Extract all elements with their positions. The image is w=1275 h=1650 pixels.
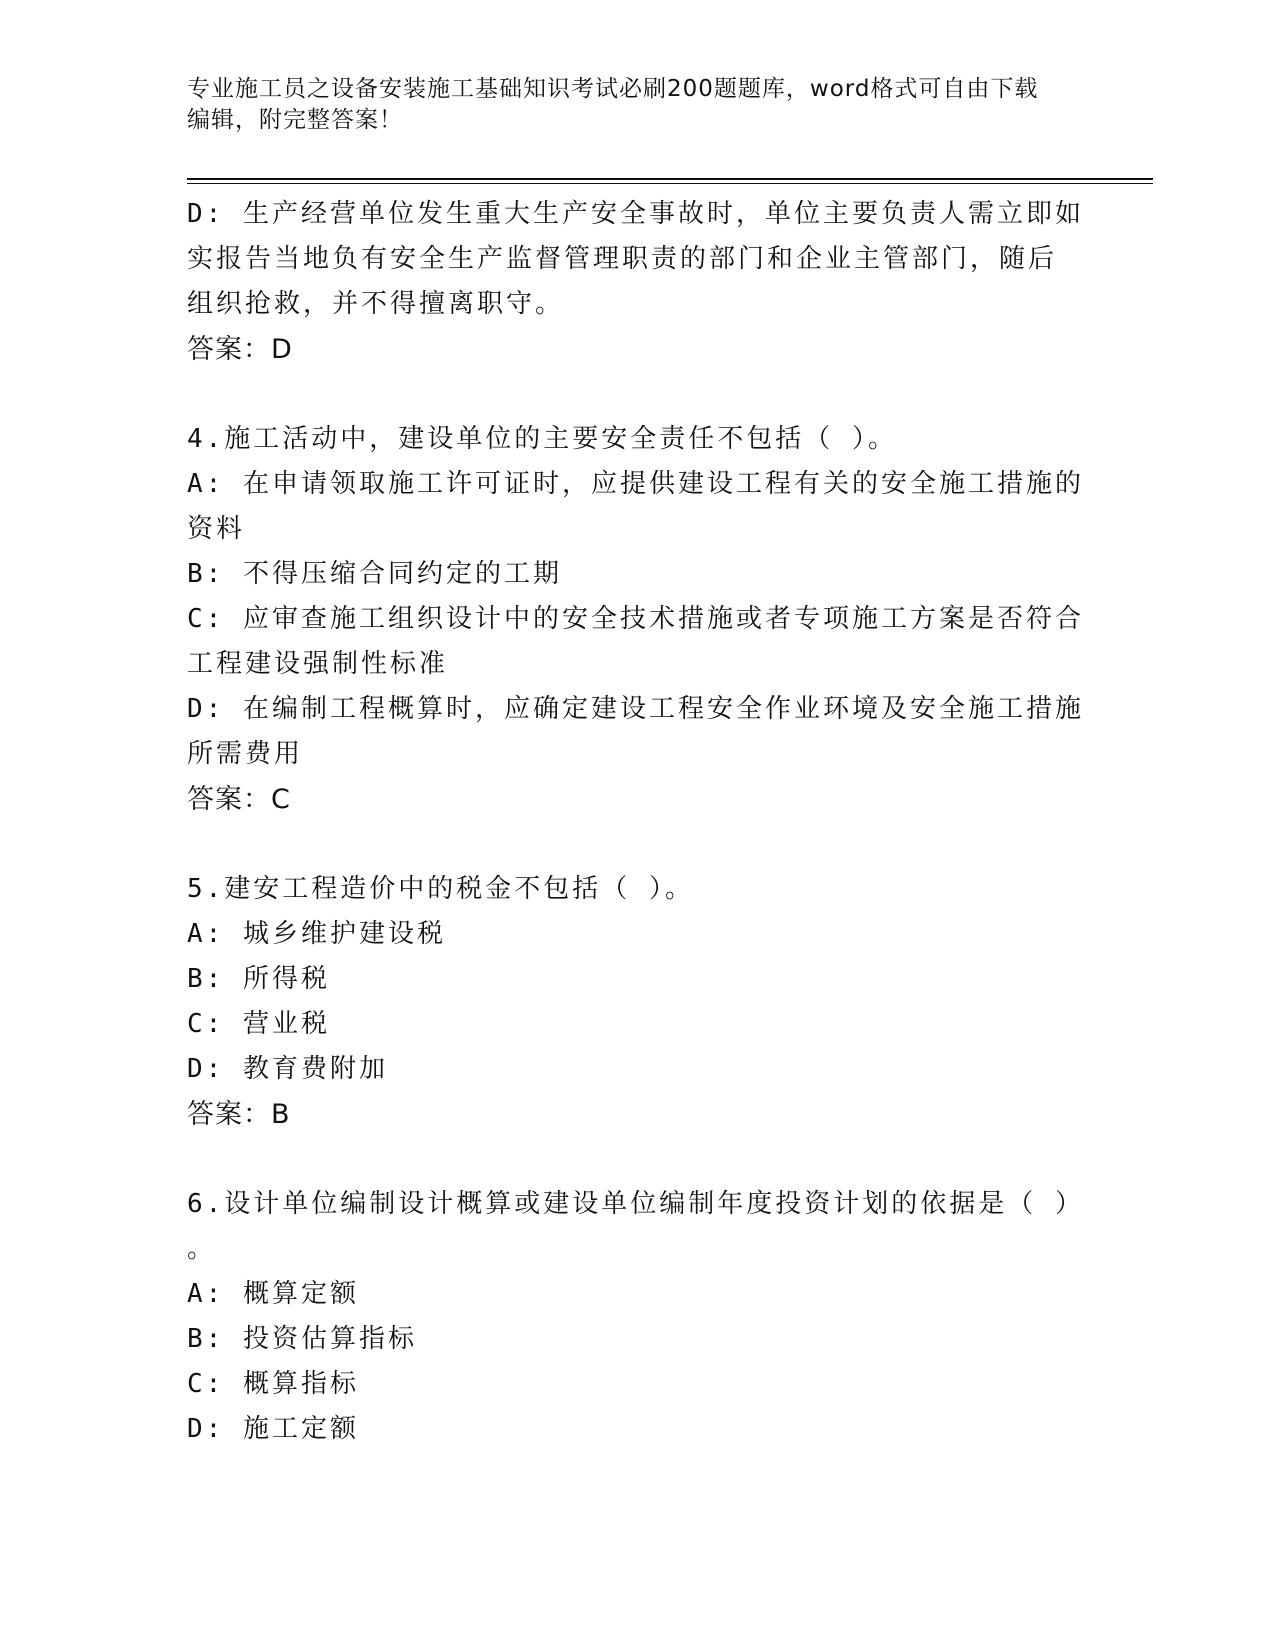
option-a: A: 城乡维护建设税: [187, 919, 446, 949]
question-stem: 5.建安工程造价中的税金不包括（ ）。: [187, 874, 694, 904]
spacer: [187, 372, 1087, 417]
option-c-line-1: C: 应审查施工组织设计中的安全技术措施或者专项施工方案是否符合: [187, 604, 1084, 634]
option-a-line-2: 资料: [187, 514, 246, 544]
option-c: C: 概算指标: [187, 1369, 359, 1399]
option-a-line-1: A: 在申请领取施工许可证时，应提供建设工程有关的安全施工措施的: [187, 469, 1084, 499]
header-line-2: 编辑，附完整答案！: [187, 107, 403, 133]
option-d: D: 施工定额: [187, 1414, 359, 1444]
option-d-line-2: 所需费用: [187, 739, 304, 769]
option-d-line-2: 实报告当地负有安全生产监督管理职责的部门和企业主管部门，随后: [187, 244, 1058, 274]
spacer: [187, 822, 1087, 867]
spacer: [187, 1137, 1087, 1182]
question-stem-line-2: 。: [187, 1234, 217, 1264]
option-d-line-1: D: 生产经营单位发生重大生产安全事故时，单位主要负责人需立即如: [187, 199, 1084, 229]
question-4: [187, 417, 1087, 822]
option-d: D: 教育费附加: [187, 1054, 388, 1084]
question-5: [187, 867, 1087, 1137]
option-a: A: 概算定额: [187, 1279, 359, 1309]
header-rule-thin: [187, 183, 1153, 184]
option-d-line-3: 组织抢救，并不得擅离职守。: [187, 289, 565, 319]
option-d-line-1: D: 在编制工程概算时，应确定建设工程安全作业环境及安全施工措施: [187, 694, 1084, 724]
option-c-line-2: 工程建设强制性标准: [187, 649, 449, 679]
option-c: C: 营业税: [187, 1009, 330, 1039]
header-rule-thick: [187, 178, 1153, 180]
page-header: [187, 74, 1067, 136]
question-6: [187, 1182, 1087, 1452]
answer-label: 答案：D: [187, 334, 293, 365]
option-b: B: 不得压缩合同约定的工期: [187, 559, 562, 589]
header-line-1: 专业施工员之设备安装施工基础知识考试必刷200题题库，word格式可自由下载: [187, 76, 1039, 102]
question-stem-line-1: 6.设计单位编制设计概算或建设单位编制年度投资计划的依据是（ ）: [187, 1189, 1084, 1219]
option-b: B: 所得税: [187, 964, 330, 994]
question-content: [187, 192, 1087, 1452]
answer-label: 答案：B: [187, 1099, 291, 1130]
question-stem: 4.施工活动中，建设单位的主要安全责任不包括（ ）。: [187, 424, 897, 454]
prev-question-block: [187, 192, 1087, 372]
answer-label: 答案：C: [187, 784, 291, 815]
option-b: B: 投资估算指标: [187, 1324, 417, 1354]
